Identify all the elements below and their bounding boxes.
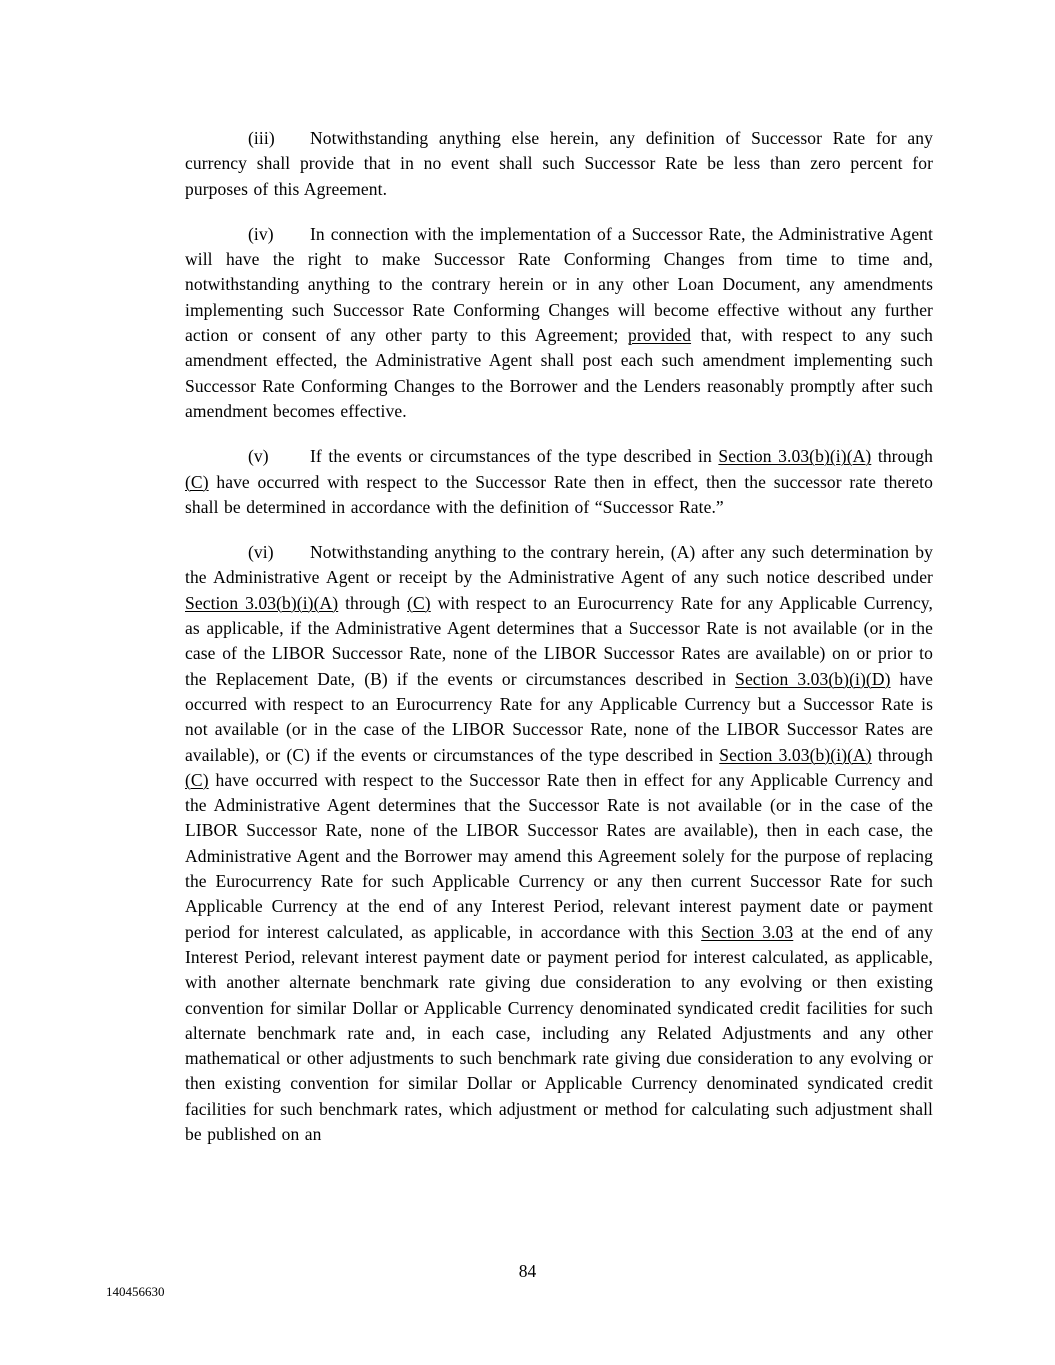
text-segment: through [871, 446, 933, 467]
section-reference: (C) [185, 769, 209, 790]
section-reference: Section 3.03(b)(i)(D) [735, 668, 891, 689]
text-segment: If the events or circumstances of the type described in [310, 446, 719, 467]
document-body [185, 126, 933, 1167]
text-segment: In connection with the implementation of a Successor Rate, the Administrative Agent will have the right to make Successor Rate Conforming Changes from time to time and, notwithstanding anything to the contrary herein or in any other Loan Document, any amendments implementing such Successor Rate Conforming Changes will become effective without any further action or consent of any other party to this Agreement; [185, 223, 933, 346]
text-segment: have occurred with respect to an Eurocurrency Rate for any Applicable Currency but a Successor Rate is not available (or in the case of the LIBOR Successor Rate, none of the LIBOR Successor Rates are available), or (C) if the events or circumstances of the type described in [185, 668, 933, 765]
paragraph-label-iv: (iv) [248, 223, 274, 244]
paragraph-iv [185, 222, 933, 424]
text-segment: at the end of any Interest Period, relevant interest payment date or payment period for interest calculated, as applicable, with another alternate benchmark rate giving due consideration to any evolving or then existing convention for similar Dollar or Applicable Currency denominated syndicated credit facilities for such alternate benchmark rate and, in each case, including any Related Adjustments and any other mathematical or other adjustments to such benchmark rate giving due consideration to any evolving or then existing convention for similar Dollar or Applicable Currency denominated syndicated credit facilities for such benchmark rates, which adjustment or method for calculating such adjustment shall be published on an [185, 921, 933, 1144]
section-reference: (C) [407, 592, 431, 613]
text-segment: have occurred with respect to the Successor Rate then in effect, then the successor rate thereto shall be determined in accordance with the definition of “Successor Rate.” [185, 471, 933, 517]
paragraph-v [185, 444, 933, 520]
paragraph-text-iv [185, 224, 933, 421]
text-segment: with respect to an Eurocurrency Rate for any Applicable Currency, as applicable, if the Administrative Agent determines that a Successor Rate is not available (or in the case of the LIBOR Successor Rate, none of the LIBOR Successor Rates are available) on or prior to the Replacement Date, (B) if the events or circumstances described in [185, 592, 933, 689]
text-segment: through [871, 744, 933, 765]
section-reference: provided [628, 325, 692, 346]
paragraph-vi [185, 540, 933, 1147]
text-segment: through [338, 592, 408, 613]
section-reference: Section 3.03(b)(i)(A) [719, 744, 872, 765]
text-segment: that, with respect to any such amendment effected, the Administrative Agent shall post each such amendment implementing such Successor Rate Conforming Changes to the Borrower and the Lenders reasonably promptly after such amendment becomes effective. [185, 325, 934, 421]
section-reference: (C) [185, 471, 209, 492]
document-id-footer: 140456630 [106, 1284, 165, 1299]
paragraph-text-vi [185, 542, 933, 1144]
text-segment: have occurred with respect to the Successor Rate then in effect for any Applicable Currency and the Administrative Agent determines that the Successor Rate is not available (or in the case of the LIBOR Successor Rate, none of the LIBOR Successor Rates are available), then in each case, the Administrative Agent and the Borrower may amend this Agreement solely for the purpose of replacing the Eurocurrency Rate for such Applicable Currency or any then current Successor Rate for such Applicable Currency at the end of any Interest Period, relevant interest payment date or payment period for interest calculated, as applicable, in accordance with this [185, 769, 933, 942]
page-number: 84 [518, 1261, 537, 1281]
text-segment: Notwithstanding anything to the contrary herein, (A) after any such determination by the Administrative Agent or receipt by the Administrative Agent of any such notice described under [185, 542, 933, 588]
paragraph-iii [185, 126, 933, 202]
section-reference: Section 3.03(b)(i)(A) [718, 446, 872, 467]
section-reference: Section 3.03 [701, 921, 794, 942]
section-reference: Section 3.03(b)(i)(A) [185, 592, 339, 613]
paragraph-label-v: (v) [248, 446, 269, 467]
paragraph-label-iii: (iii) [248, 128, 275, 148]
text-segment: Notwithstanding anything else herein, any definition of Successor Rate for any currency shall provide that in no event shall such Successor Rate be less than zero percent for purposes of this Agreement. [185, 128, 933, 199]
paragraph-label-vi: (vi) [248, 542, 274, 563]
